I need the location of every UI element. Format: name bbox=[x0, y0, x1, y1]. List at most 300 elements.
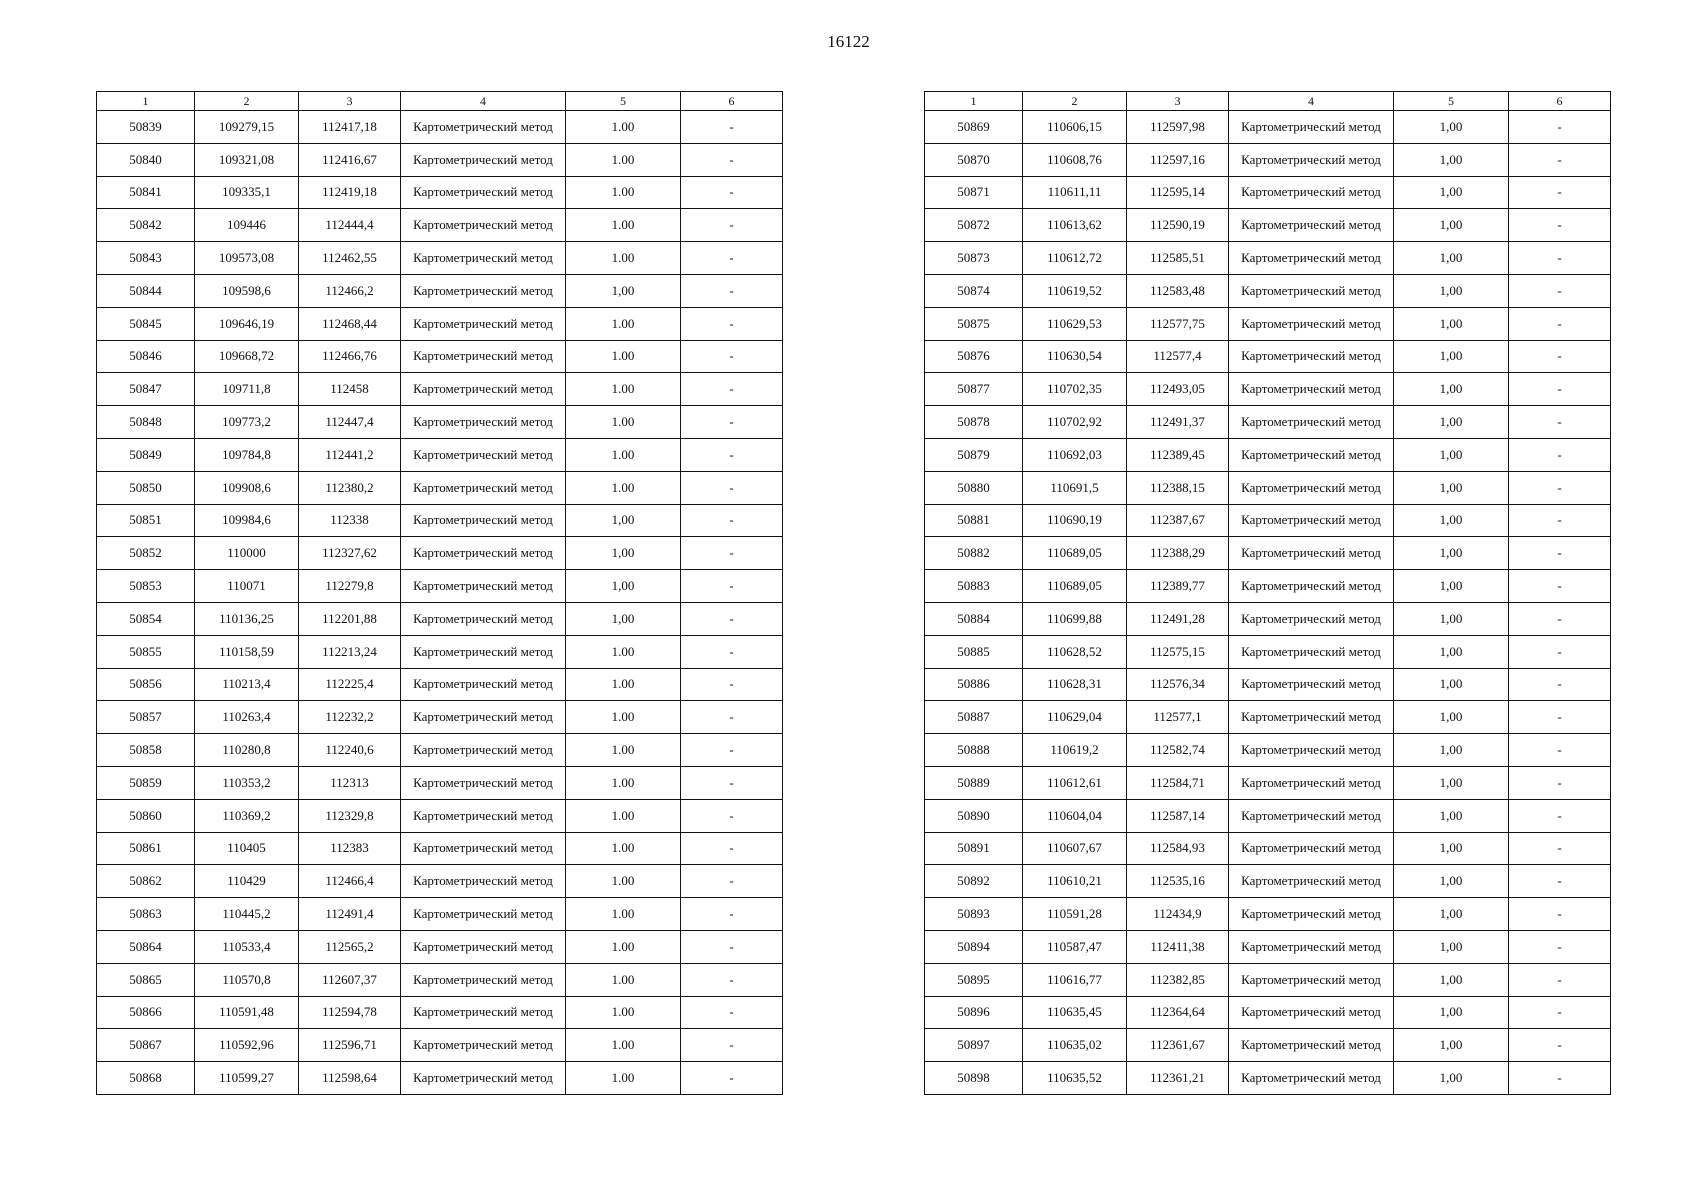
table-cell: 110610,21 bbox=[1023, 865, 1127, 898]
table-cell: 1.00 bbox=[566, 373, 681, 406]
table-row bbox=[925, 438, 1611, 471]
column-header: 4 bbox=[401, 92, 566, 111]
table-row bbox=[97, 242, 783, 275]
table-cell: Картометрический метод bbox=[401, 865, 566, 898]
table-cell: 112590,19 bbox=[1127, 209, 1229, 242]
table-row bbox=[97, 734, 783, 767]
table-row bbox=[925, 635, 1611, 668]
table-cell: 110587,47 bbox=[1023, 930, 1127, 963]
table-cell: - bbox=[681, 602, 783, 635]
table-cell: - bbox=[1509, 209, 1611, 242]
table-cell: 1.00 bbox=[566, 143, 681, 176]
table-cell: 112361,67 bbox=[1127, 1029, 1229, 1062]
table-cell: Картометрический метод bbox=[401, 143, 566, 176]
table-cell: 50854 bbox=[97, 602, 195, 635]
table-cell: Картометрический метод bbox=[401, 832, 566, 865]
table-cell: 1.00 bbox=[566, 668, 681, 701]
table-cell: 50863 bbox=[97, 898, 195, 931]
table-cell: - bbox=[681, 176, 783, 209]
table-cell: Картометрический метод bbox=[1229, 1062, 1394, 1095]
table-cell: Картометрический метод bbox=[1229, 504, 1394, 537]
table-cell: Картометрический метод bbox=[401, 996, 566, 1029]
table-cell: 1,00 bbox=[566, 570, 681, 603]
table-cell: Картометрический метод bbox=[1229, 537, 1394, 570]
table-row bbox=[97, 438, 783, 471]
table-cell: 1.00 bbox=[566, 340, 681, 373]
table-cell: - bbox=[1509, 734, 1611, 767]
table-cell: 50888 bbox=[925, 734, 1023, 767]
table-body-right bbox=[925, 111, 1611, 1095]
table-cell: - bbox=[681, 1062, 783, 1095]
table-cell: 110591,48 bbox=[195, 996, 299, 1029]
table-cell: - bbox=[681, 143, 783, 176]
table-cell: 1,00 bbox=[1394, 209, 1509, 242]
table-cell: 1.00 bbox=[566, 865, 681, 898]
table-cell: Картометрический метод bbox=[401, 635, 566, 668]
table-cell: 112388,29 bbox=[1127, 537, 1229, 570]
table-cell: 112419,18 bbox=[299, 176, 401, 209]
table-cell: 110604,04 bbox=[1023, 799, 1127, 832]
table-cell: 112597,98 bbox=[1127, 111, 1229, 144]
table-cell: 50879 bbox=[925, 438, 1023, 471]
table-cell: 50843 bbox=[97, 242, 195, 275]
table-cell: 1,00 bbox=[1394, 766, 1509, 799]
table-cell: 50880 bbox=[925, 471, 1023, 504]
table-cell: 50892 bbox=[925, 865, 1023, 898]
table-body-left bbox=[97, 111, 783, 1095]
table-cell: 112598,64 bbox=[299, 1062, 401, 1095]
table-row bbox=[925, 963, 1611, 996]
table-cell: 1.00 bbox=[566, 111, 681, 144]
table-row bbox=[925, 734, 1611, 767]
table-cell: 1,00 bbox=[1394, 701, 1509, 734]
table-cell: - bbox=[681, 471, 783, 504]
table-row bbox=[97, 537, 783, 570]
table-cell: 112225,4 bbox=[299, 668, 401, 701]
table-cell: 1,00 bbox=[1394, 504, 1509, 537]
table-row bbox=[97, 471, 783, 504]
table-cell: 50877 bbox=[925, 373, 1023, 406]
table-cell: 109668,72 bbox=[195, 340, 299, 373]
table-cell: 50895 bbox=[925, 963, 1023, 996]
table-cell: 109335,1 bbox=[195, 176, 299, 209]
table-row bbox=[925, 766, 1611, 799]
table-cell: 112583,48 bbox=[1127, 274, 1229, 307]
table-cell: - bbox=[681, 570, 783, 603]
table-cell: Картометрический метод bbox=[1229, 176, 1394, 209]
table-row bbox=[97, 1029, 783, 1062]
table-cell: 112493,05 bbox=[1127, 373, 1229, 406]
table-cell: - bbox=[1509, 143, 1611, 176]
table-cell: Картометрический метод bbox=[401, 111, 566, 144]
table-cell: 50898 bbox=[925, 1062, 1023, 1095]
table-cell: - bbox=[681, 635, 783, 668]
table-cell: 110629,53 bbox=[1023, 307, 1127, 340]
table-cell: 112596,71 bbox=[299, 1029, 401, 1062]
table-cell: 110635,52 bbox=[1023, 1062, 1127, 1095]
table-cell: Картометрический метод bbox=[401, 373, 566, 406]
table-row bbox=[925, 799, 1611, 832]
table-cell: 50846 bbox=[97, 340, 195, 373]
table-cell: 110619,52 bbox=[1023, 274, 1127, 307]
table-cell: 110699,88 bbox=[1023, 602, 1127, 635]
table-cell: 112468,44 bbox=[299, 307, 401, 340]
table-cell: 1,00 bbox=[1394, 1029, 1509, 1062]
table-cell: 1,00 bbox=[1394, 799, 1509, 832]
table-cell: - bbox=[681, 668, 783, 701]
table-cell: Картометрический метод bbox=[1229, 570, 1394, 603]
page-number: 16122 bbox=[827, 32, 870, 51]
table-cell: 110213,4 bbox=[195, 668, 299, 701]
table-cell: - bbox=[681, 373, 783, 406]
table-cell: 110608,76 bbox=[1023, 143, 1127, 176]
table-cell: 112388,15 bbox=[1127, 471, 1229, 504]
table-cell: 1,00 bbox=[1394, 406, 1509, 439]
table-cell: 112213,24 bbox=[299, 635, 401, 668]
table-cell: - bbox=[1509, 307, 1611, 340]
table-cell: 1,00 bbox=[1394, 602, 1509, 635]
table-cell: 50866 bbox=[97, 996, 195, 1029]
table-row bbox=[925, 701, 1611, 734]
table-cell: 109446 bbox=[195, 209, 299, 242]
table-row bbox=[925, 143, 1611, 176]
table-cell: 50839 bbox=[97, 111, 195, 144]
column-header: 1 bbox=[925, 92, 1023, 111]
column-header: 3 bbox=[299, 92, 401, 111]
table-cell: 50882 bbox=[925, 537, 1023, 570]
table-cell: Картометрический метод bbox=[401, 963, 566, 996]
table-cell: 50851 bbox=[97, 504, 195, 537]
table-cell: 110612,61 bbox=[1023, 766, 1127, 799]
table-row bbox=[925, 373, 1611, 406]
table-row bbox=[97, 799, 783, 832]
table-cell: 110607,67 bbox=[1023, 832, 1127, 865]
table-cell: 112491,37 bbox=[1127, 406, 1229, 439]
table-row bbox=[925, 176, 1611, 209]
table-row bbox=[925, 898, 1611, 931]
table-cell: 1.00 bbox=[566, 832, 681, 865]
table-cell: 112584,93 bbox=[1127, 832, 1229, 865]
table-cell: Картометрический метод bbox=[401, 537, 566, 570]
table-cell: - bbox=[681, 1029, 783, 1062]
table-cell: 112565,2 bbox=[299, 930, 401, 963]
table-cell: 110628,31 bbox=[1023, 668, 1127, 701]
table-cell: - bbox=[681, 766, 783, 799]
table-cell: 110071 bbox=[195, 570, 299, 603]
table-cell: - bbox=[1509, 930, 1611, 963]
table-cell: 112577,75 bbox=[1127, 307, 1229, 340]
table-cell: Картометрический метод bbox=[1229, 1029, 1394, 1062]
table-cell: 110445,2 bbox=[195, 898, 299, 931]
table-cell: 112382,85 bbox=[1127, 963, 1229, 996]
table-cell: 1.00 bbox=[566, 307, 681, 340]
table-cell: 112232,2 bbox=[299, 701, 401, 734]
table-cell: 112594,78 bbox=[299, 996, 401, 1029]
table-cell: Картометрический метод bbox=[401, 930, 566, 963]
table-row bbox=[97, 865, 783, 898]
table-cell: 112491,4 bbox=[299, 898, 401, 931]
table-cell: 1.00 bbox=[566, 930, 681, 963]
table-cell: - bbox=[1509, 832, 1611, 865]
table-cell: - bbox=[681, 734, 783, 767]
table-cell: 110353,2 bbox=[195, 766, 299, 799]
table-cell: - bbox=[681, 930, 783, 963]
table-cell: 110263,4 bbox=[195, 701, 299, 734]
column-header: 2 bbox=[195, 92, 299, 111]
table-cell: 1,00 bbox=[1394, 340, 1509, 373]
table-cell: 112240,6 bbox=[299, 734, 401, 767]
table-cell: Картометрический метод bbox=[1229, 373, 1394, 406]
column-header: 6 bbox=[681, 92, 783, 111]
table-cell: Картометрический метод bbox=[401, 1029, 566, 1062]
table-cell: 112313 bbox=[299, 766, 401, 799]
table-cell: 112387,67 bbox=[1127, 504, 1229, 537]
table-cell: Картометрический метод bbox=[1229, 766, 1394, 799]
table-cell: 110630,54 bbox=[1023, 340, 1127, 373]
table-cell: Картометрический метод bbox=[1229, 734, 1394, 767]
table-cell: 50853 bbox=[97, 570, 195, 603]
table-row bbox=[925, 340, 1611, 373]
table-cell: 110136,25 bbox=[195, 602, 299, 635]
table-cell: 110691,5 bbox=[1023, 471, 1127, 504]
table-cell: 110158,59 bbox=[195, 635, 299, 668]
table-cell: - bbox=[681, 701, 783, 734]
table-cell: 112466,4 bbox=[299, 865, 401, 898]
table-row bbox=[925, 504, 1611, 537]
table-cell: 109598,6 bbox=[195, 274, 299, 307]
table-cell: - bbox=[1509, 701, 1611, 734]
table-cell: 1.00 bbox=[566, 963, 681, 996]
table-cell: 112575,15 bbox=[1127, 635, 1229, 668]
table-cell: 110405 bbox=[195, 832, 299, 865]
table-cell: 50859 bbox=[97, 766, 195, 799]
table-cell: 1,00 bbox=[1394, 471, 1509, 504]
table-cell: 112585,51 bbox=[1127, 242, 1229, 275]
table-cell: - bbox=[1509, 668, 1611, 701]
table-cell: - bbox=[1509, 898, 1611, 931]
table-cell: Картометрический метод bbox=[401, 274, 566, 307]
table-cell: 112417,18 bbox=[299, 111, 401, 144]
table-cell: Картометрический метод bbox=[1229, 832, 1394, 865]
coordinates-table-left bbox=[96, 91, 783, 1095]
table-cell: 112444,4 bbox=[299, 209, 401, 242]
table-row bbox=[925, 111, 1611, 144]
table-cell: 112466,76 bbox=[299, 340, 401, 373]
table-cell: 112441,2 bbox=[299, 438, 401, 471]
table-cell: Картометрический метод bbox=[1229, 242, 1394, 275]
table-row bbox=[97, 898, 783, 931]
table-cell: 50896 bbox=[925, 996, 1023, 1029]
table-row bbox=[925, 274, 1611, 307]
table-cell: 50869 bbox=[925, 111, 1023, 144]
table-cell: - bbox=[681, 996, 783, 1029]
table-row bbox=[97, 701, 783, 734]
table-row bbox=[97, 832, 783, 865]
table-cell: 1,00 bbox=[566, 537, 681, 570]
table-cell: Картометрический метод bbox=[401, 734, 566, 767]
table-cell: 1.00 bbox=[566, 176, 681, 209]
table-cell: 110635,45 bbox=[1023, 996, 1127, 1029]
table-cell: 50865 bbox=[97, 963, 195, 996]
table-cell: 110689,05 bbox=[1023, 537, 1127, 570]
table-cell: 1,00 bbox=[1394, 1062, 1509, 1095]
table-cell: 50861 bbox=[97, 832, 195, 865]
table-cell: 112447,4 bbox=[299, 406, 401, 439]
column-header: 6 bbox=[1509, 92, 1611, 111]
table-cell: 112329,8 bbox=[299, 799, 401, 832]
table-cell: 1,00 bbox=[1394, 635, 1509, 668]
table-cell: 112582,74 bbox=[1127, 734, 1229, 767]
table-cell: 1,00 bbox=[1394, 832, 1509, 865]
table-cell: Картометрический метод bbox=[1229, 340, 1394, 373]
table-cell: 110612,72 bbox=[1023, 242, 1127, 275]
table-cell: 1.00 bbox=[566, 1029, 681, 1062]
table-row bbox=[97, 602, 783, 635]
table-row bbox=[925, 406, 1611, 439]
table-cell: Картометрический метод bbox=[401, 799, 566, 832]
table-cell: 110599,27 bbox=[195, 1062, 299, 1095]
table-cell: - bbox=[681, 307, 783, 340]
table-cell: - bbox=[1509, 274, 1611, 307]
table-row bbox=[925, 865, 1611, 898]
table-cell: - bbox=[1509, 963, 1611, 996]
table-cell: 1,00 bbox=[1394, 274, 1509, 307]
table-cell: 112361,21 bbox=[1127, 1062, 1229, 1095]
table-cell: 112535,16 bbox=[1127, 865, 1229, 898]
table-row bbox=[925, 537, 1611, 570]
column-header: 5 bbox=[566, 92, 681, 111]
table-cell: 110702,35 bbox=[1023, 373, 1127, 406]
table-cell: 112389,45 bbox=[1127, 438, 1229, 471]
table-cell: - bbox=[681, 799, 783, 832]
table-row bbox=[97, 176, 783, 209]
table-row bbox=[97, 504, 783, 537]
table-cell: 1.00 bbox=[566, 734, 681, 767]
table-row bbox=[925, 471, 1611, 504]
table-cell: 1,00 bbox=[1394, 668, 1509, 701]
table-cell: Картометрический метод bbox=[401, 766, 566, 799]
table-cell: 50883 bbox=[925, 570, 1023, 603]
table-cell: 112327,62 bbox=[299, 537, 401, 570]
table-cell: 109573,08 bbox=[195, 242, 299, 275]
table-cell: 50889 bbox=[925, 766, 1023, 799]
table-cell: 1.00 bbox=[566, 996, 681, 1029]
table-cell: - bbox=[1509, 1062, 1611, 1095]
table-cell: 112466,2 bbox=[299, 274, 401, 307]
header-row bbox=[97, 92, 783, 111]
table-cell: 1,00 bbox=[1394, 930, 1509, 963]
table-cell: - bbox=[681, 865, 783, 898]
table-cell: 50881 bbox=[925, 504, 1023, 537]
table-cell: 50858 bbox=[97, 734, 195, 767]
table-cell: 110629,04 bbox=[1023, 701, 1127, 734]
table-cell: 50891 bbox=[925, 832, 1023, 865]
table-cell: 1,00 bbox=[1394, 734, 1509, 767]
table-cell: 112389,77 bbox=[1127, 570, 1229, 603]
table-cell: 112577,1 bbox=[1127, 701, 1229, 734]
table-cell: Картометрический метод bbox=[401, 701, 566, 734]
table-cell: 50867 bbox=[97, 1029, 195, 1062]
table-row bbox=[925, 602, 1611, 635]
table-cell: 1.00 bbox=[566, 766, 681, 799]
table-cell: 112411,38 bbox=[1127, 930, 1229, 963]
table-row bbox=[97, 209, 783, 242]
table-cell: - bbox=[1509, 111, 1611, 144]
column-header: 4 bbox=[1229, 92, 1394, 111]
table-cell: 50872 bbox=[925, 209, 1023, 242]
table-cell: - bbox=[1509, 340, 1611, 373]
table-cell: Картометрический метод bbox=[1229, 799, 1394, 832]
table-cell: Картометрический метод bbox=[1229, 635, 1394, 668]
table-cell: 112458 bbox=[299, 373, 401, 406]
table-cell: 1,00 bbox=[1394, 143, 1509, 176]
table-cell: 1,00 bbox=[1394, 865, 1509, 898]
table-cell: - bbox=[1509, 471, 1611, 504]
table-cell: - bbox=[1509, 406, 1611, 439]
table-cell: 50848 bbox=[97, 406, 195, 439]
table-row bbox=[925, 1062, 1611, 1095]
table-cell: Картометрический метод bbox=[401, 602, 566, 635]
table-cell: 50893 bbox=[925, 898, 1023, 931]
table-cell: Картометрический метод bbox=[1229, 930, 1394, 963]
table-cell: Картометрический метод bbox=[1229, 143, 1394, 176]
table-cell: - bbox=[681, 504, 783, 537]
table-cell: Картометрический метод bbox=[1229, 963, 1394, 996]
table-cell: Картометрический метод bbox=[401, 898, 566, 931]
table-cell: - bbox=[1509, 537, 1611, 570]
table-cell: 1,00 bbox=[566, 504, 681, 537]
table-cell: Картометрический метод bbox=[401, 1062, 566, 1095]
table-cell: Картометрический метод bbox=[401, 471, 566, 504]
table-cell: - bbox=[681, 274, 783, 307]
table-cell: 50876 bbox=[925, 340, 1023, 373]
coordinates-table-right bbox=[924, 91, 1611, 1095]
table-cell: 112462,55 bbox=[299, 242, 401, 275]
table-cell: Картометрический метод bbox=[1229, 471, 1394, 504]
table-cell: - bbox=[681, 438, 783, 471]
table-cell: 1,00 bbox=[1394, 307, 1509, 340]
table-cell: Картометрический метод bbox=[1229, 865, 1394, 898]
table-row bbox=[925, 832, 1611, 865]
table-cell: 109321,08 bbox=[195, 143, 299, 176]
table-cell: 110689,05 bbox=[1023, 570, 1127, 603]
table-cell: - bbox=[681, 111, 783, 144]
table-cell: 1.00 bbox=[566, 799, 681, 832]
table-cell: - bbox=[1509, 570, 1611, 603]
table-cell: 1,00 bbox=[566, 274, 681, 307]
table-cell: 110606,15 bbox=[1023, 111, 1127, 144]
table-cell: 110280,8 bbox=[195, 734, 299, 767]
table-cell: - bbox=[681, 406, 783, 439]
table-row bbox=[97, 996, 783, 1029]
table-cell: 1,00 bbox=[1394, 996, 1509, 1029]
table-cell: 112597,16 bbox=[1127, 143, 1229, 176]
table-cell: 1,00 bbox=[1394, 242, 1509, 275]
table-cell: - bbox=[681, 963, 783, 996]
table-cell: - bbox=[1509, 996, 1611, 1029]
table-cell: - bbox=[681, 898, 783, 931]
table-cell: 50887 bbox=[925, 701, 1023, 734]
table-cell: 110592,96 bbox=[195, 1029, 299, 1062]
table-cell: Картометрический метод bbox=[1229, 996, 1394, 1029]
table-cell: Картометрический метод bbox=[1229, 274, 1394, 307]
table-cell: 110613,62 bbox=[1023, 209, 1127, 242]
table-cell: 112607,37 bbox=[299, 963, 401, 996]
table-row bbox=[925, 307, 1611, 340]
table-cell: 50852 bbox=[97, 537, 195, 570]
table-cell: 112338 bbox=[299, 504, 401, 537]
table-cell: 112434,9 bbox=[1127, 898, 1229, 931]
